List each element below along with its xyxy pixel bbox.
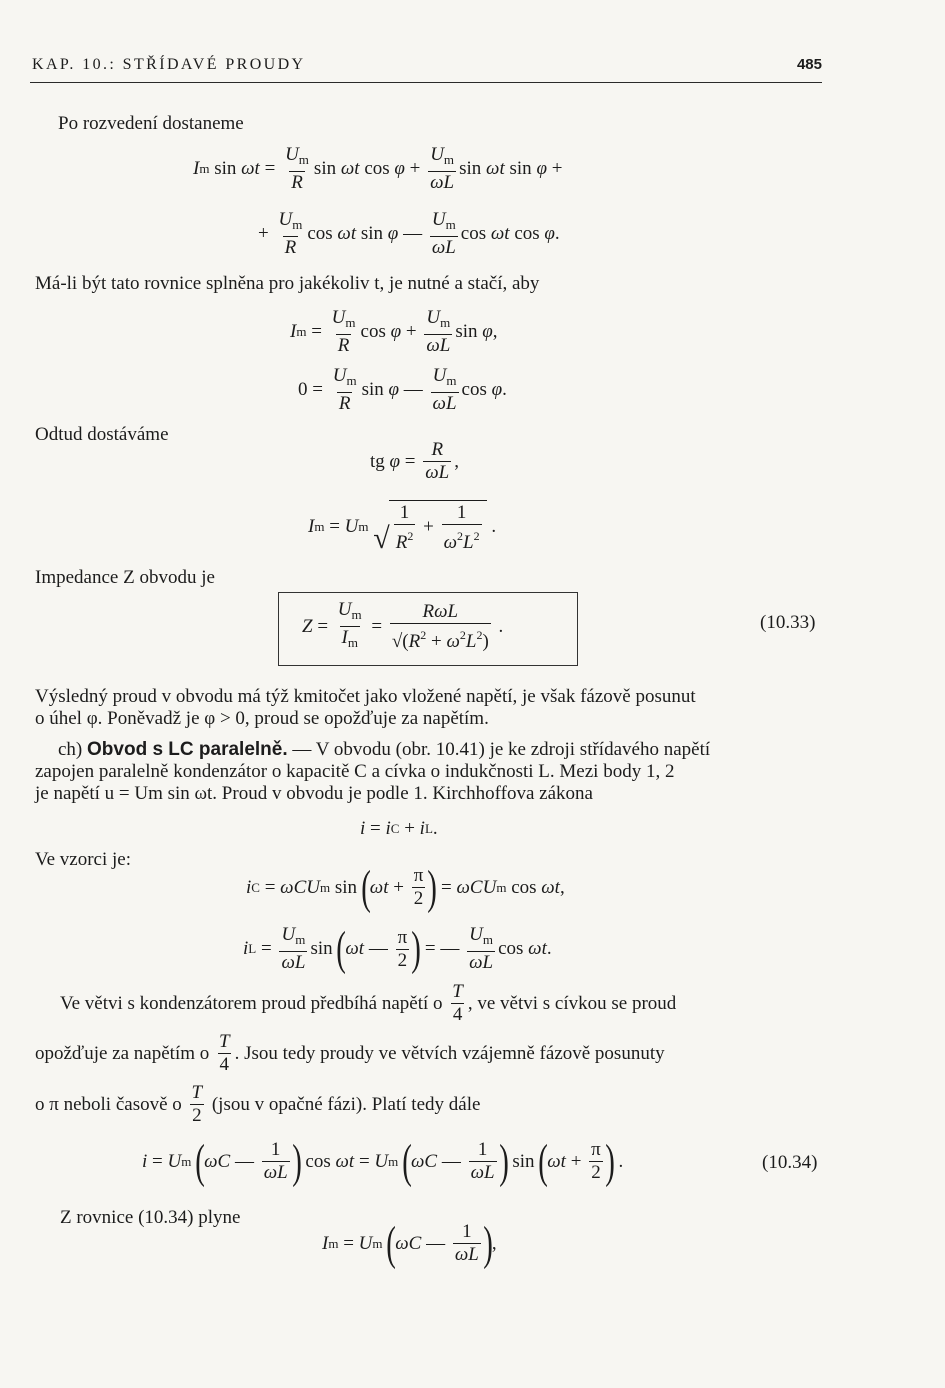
section-lc-line2: zapojen paralelně kondenzátor o kapacitě C a cívka o indukčnosti L. Mezi body 1, 2	[35, 761, 675, 782]
paragraph-phase-line1: Výsledný proud v obvodu má týž kmitočet jako vložené napětí, je však fázově posunut	[35, 686, 696, 707]
running-header	[32, 56, 822, 74]
equation-il: i L = $\frac{U_m}{\omega L}$ sin ( ωt — $\frac{\pi}{2}$ ) = — $\frac{U_m}{\omega L}$ cos ωt .	[243, 922, 552, 975]
branch-text-c: o π neboli časově o	[35, 1093, 182, 1115]
paragraph-result: Odtud dostáváme	[35, 424, 169, 445]
section-prefix: ch)	[58, 739, 83, 760]
branch-text-a: Ve větvi s kondenzátorem proud předbíhá napětí o	[60, 992, 443, 1014]
page-number: 485	[796, 56, 822, 73]
equation-expansion-line2: + $\frac{U_m}{R}$ cos ωt sin φ — $\frac{U_m}{\omega L}$ cos ωt cos φ .	[258, 209, 560, 258]
paragraph-impedance: Impedance Z obvodu je	[35, 567, 215, 588]
branch-text-c-end: (jsou v opačné fázi). Platí tedy dále	[211, 1093, 481, 1115]
paragraph-condition: Má-li být tato rovnice splněna pro jakékoliv t, je nutné a stačí, aby	[35, 273, 540, 294]
equation-zero: 0 = $\frac{U_m}{R}$ sin φ — $\frac{U_m}{\omega L}$ cos φ .	[298, 365, 507, 414]
equation-ic: i C = ωCU m sin ( ωt + $\frac{\pi}{2}$ ) = ωCU m cos ωt ,	[246, 860, 565, 914]
equation-impedance: Z = $\frac{U_m}{I_m}$ = $\frac{\text{RωL}}{√(R^2 + \omega^2L^2)}$ .	[302, 599, 504, 652]
paragraph-formula-intro: Ve vzorci je:	[35, 849, 132, 870]
paragraph-follows: Z rovnice (10.34) plyne	[60, 1207, 241, 1228]
section-lc-line3: je napětí u = Um sin ωt. Proud v obvodu je podle 1. Kirchhoffova zákona	[35, 783, 593, 804]
paragraph-intro: Po rozvedení dostaneme	[58, 113, 244, 134]
paragraph-branch-line3: o π neboli časově o $\frac{T}{2}$ (jsou v opačné fázi). Platí tedy dále	[35, 1082, 481, 1126]
paragraph-branch-line1: Ve větvi s kondenzátorem proud předbíhá napětí o $\frac{T}{4}$ , ve větvi s cívkou se proud	[60, 981, 677, 1025]
equation-im-final: I m = U m ( ωC — $\frac{1}{\omega L}$ ) ,	[322, 1216, 497, 1270]
equation-tan: tg φ = $\frac{R}{\omega L}$ ,	[370, 439, 459, 483]
branch-text-b-end: . Jsou tedy proudy ve větvích vzájemně fázově posunuty	[234, 1042, 665, 1064]
equation-number-1033: (10.33)	[760, 612, 816, 633]
equation-kirchhoff: i = i C + i L .	[360, 818, 438, 839]
equation-im: I m = $\frac{U_m}{R}$ cos φ + $\frac{U_m}{\omega L}$ sin φ ,	[290, 307, 498, 356]
section-lc-text: — V obvodu (obr. 10.41) je ke zdroji střídavého napětí	[292, 739, 711, 760]
branch-text-b: opožďuje za napětím o	[35, 1042, 210, 1064]
chapter-title: KAP. 10.: STŘÍDAVÉ PROUDY	[32, 56, 306, 73]
paragraph-phase-line2: o úhel φ. Poněvadž je φ > 0, proud se opožďuje za napětím.	[35, 708, 489, 729]
equation-number-1034: (10.34)	[762, 1152, 818, 1173]
equation-total-current: i = U m ( ωC — $\frac{1}{\omega L}$ ) cos ωt = U m ( ωC — $\frac{1}{\omega L}$ ) sin ( ωt + $\frac{\pi}{2}$ ) .	[142, 1134, 624, 1188]
section-lc-line1	[58, 738, 710, 762]
section-heading: Obvod s LC paralelně.	[87, 739, 288, 760]
equation-im-sqrt: I m = U m √ $\frac{1}{R^2}$ + $\frac{1}{\omega^2L^2}$ .	[308, 502, 497, 555]
equation-expansion-line1: I m sin ωt = $\frac{U_m}{R}$ sin ωt cos φ + $\frac{U_m}{\omega L}$ sin ωt sin φ +	[193, 144, 563, 193]
paragraph-branch-line2: opožďuje za napětím o $\frac{T}{4}$ . Jsou tedy proudy ve větvích vzájemně fázově posunuty	[35, 1031, 665, 1075]
header-rule	[30, 82, 822, 83]
branch-text-a-end: , ve větvi s cívkou se proud	[467, 992, 677, 1014]
